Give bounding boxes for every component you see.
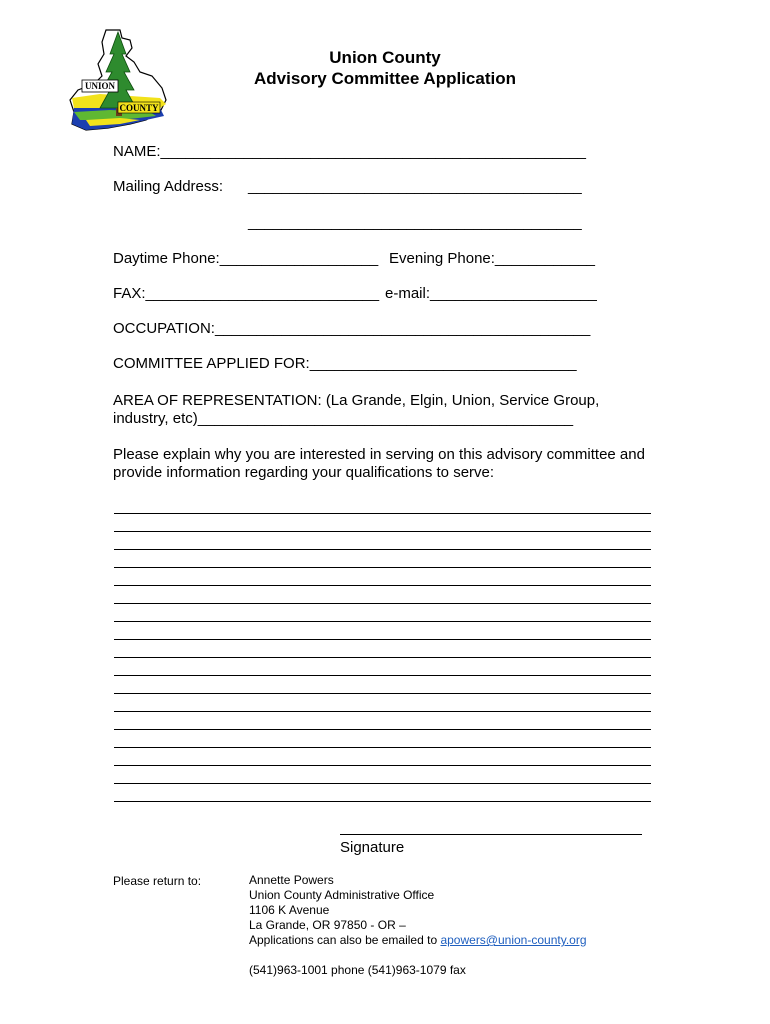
mailing-address-line-1[interactable]: ________________________________________ [248, 178, 582, 195]
answer-line[interactable] [114, 567, 651, 568]
answer-line[interactable] [114, 603, 651, 604]
email-note-text: Applications can also be emailed to [249, 933, 441, 947]
logo-text-bottom: COUNTY [119, 103, 159, 113]
evening-phone-field[interactable]: Evening Phone:____________ [389, 250, 596, 267]
answer-line[interactable] [114, 585, 651, 586]
return-label: Please return to: [113, 874, 202, 888]
answer-line[interactable] [114, 531, 651, 532]
explanation-prompt-line-2: provide information regarding your qualifications to serve: [113, 464, 495, 481]
return-city: La Grande, OR 97850 - OR – [249, 918, 406, 932]
return-office: Union County Administrative Office [249, 888, 435, 902]
union-county-logo [60, 28, 188, 136]
email-note [249, 933, 587, 948]
area-of-representation-field[interactable]: industry, etc)_____________________________________________ [113, 410, 574, 427]
answer-line[interactable] [114, 801, 651, 802]
answer-line[interactable] [114, 729, 651, 730]
explanation-prompt-line-1: Please explain why you are interested in serving on this advisory committee and [113, 446, 645, 463]
answer-line[interactable] [114, 513, 651, 514]
occupation-field[interactable]: OCCUPATION:_____________________________________________ [113, 320, 591, 337]
phone-fax-numbers: (541)963-1001 phone (541)963-1079 fax [249, 963, 466, 977]
area-of-representation-label: AREA OF REPRESENTATION: (La Grande, Elgin, Union, Service Group, [113, 392, 600, 409]
answer-line[interactable] [114, 675, 651, 676]
answer-line[interactable] [114, 765, 651, 766]
answer-line[interactable] [114, 693, 651, 694]
logo-text-top: UNION [84, 81, 116, 91]
daytime-phone-field[interactable]: Daytime Phone:___________________ [113, 250, 379, 267]
return-street: 1106 K Avenue [249, 903, 330, 917]
answer-line[interactable] [114, 639, 651, 640]
name-field[interactable]: NAME:___________________________________________________ [113, 143, 586, 160]
answer-line[interactable] [114, 621, 651, 622]
answer-line[interactable] [114, 783, 651, 784]
return-name: Annette Powers [249, 873, 334, 887]
county-map-icon [60, 28, 188, 136]
answer-line[interactable] [114, 711, 651, 712]
title-line-1: Union County [329, 48, 441, 67]
answer-line[interactable] [114, 657, 651, 658]
email-field[interactable]: e-mail:____________________ [385, 285, 597, 302]
email-link[interactable]: apowers@union-county.org [440, 933, 587, 947]
answer-line[interactable] [114, 747, 651, 748]
committee-field[interactable]: COMMITTEE APPLIED FOR:________________________________ [113, 355, 577, 372]
return-address [249, 873, 587, 948]
signature-line[interactable] [340, 834, 642, 835]
signature-label: Signature [340, 839, 405, 856]
title-line-2: Advisory Committee Application [254, 69, 516, 88]
mailing-address-line-2[interactable]: ________________________________________ [248, 214, 582, 231]
fax-field[interactable]: FAX:____________________________ [113, 285, 380, 302]
mailing-address-label: Mailing Address: [113, 178, 224, 195]
answer-line[interactable] [114, 549, 651, 550]
